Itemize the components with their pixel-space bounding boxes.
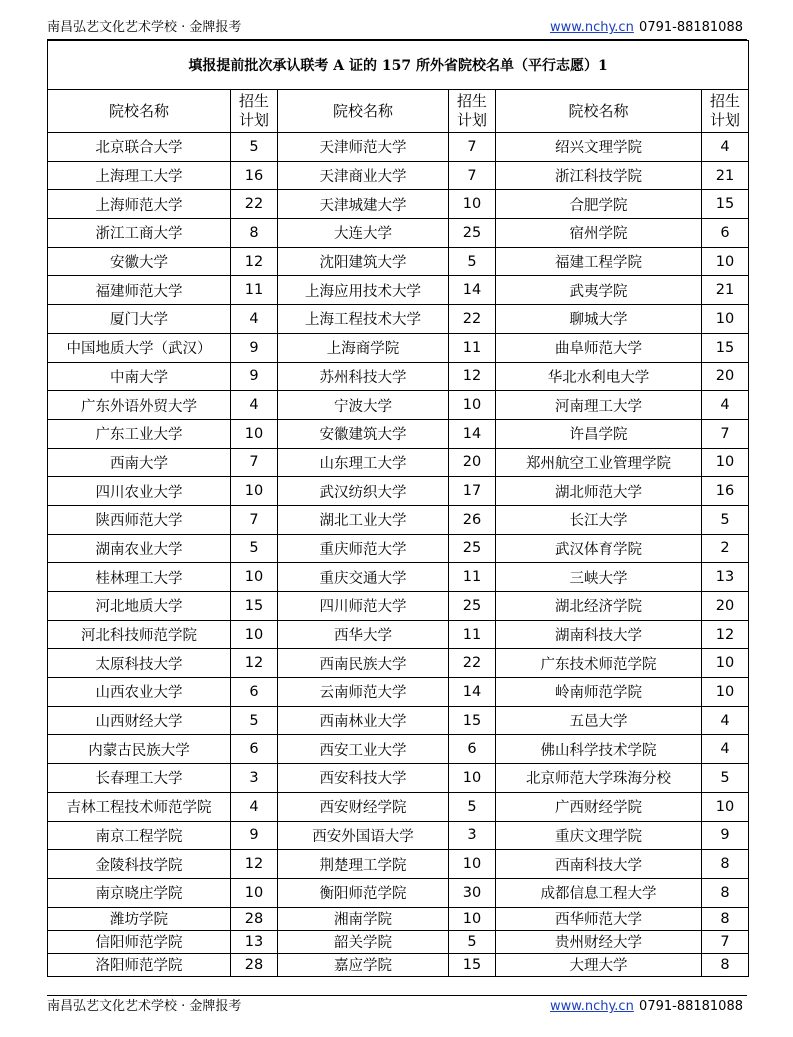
- enrollment-plan-cell: 20: [702, 362, 749, 391]
- school-name-cell: 云南师范大学: [278, 678, 449, 707]
- enrollment-plan-cell: 16: [702, 477, 749, 506]
- enrollment-plan-cell: 7: [702, 930, 749, 953]
- enrollment-plan-cell: 12: [231, 247, 278, 276]
- enrollment-plan-cell: 10: [449, 391, 496, 420]
- school-name-cell: 浙江科技学院: [496, 161, 702, 190]
- enrollment-plan-cell: 7: [231, 505, 278, 534]
- enrollment-plan-cell: 2: [702, 534, 749, 563]
- school-name-cell: 山东理工大学: [278, 448, 449, 477]
- footer-school-name: 南昌弘艺文化艺术学校 · 金牌报考: [47, 999, 242, 1014]
- table-row: [48, 907, 749, 930]
- enrollment-plan-cell: 12: [702, 620, 749, 649]
- table-row: [48, 247, 749, 276]
- col-name-header: 院校名称: [278, 90, 449, 133]
- enrollment-plan-cell: 10: [702, 792, 749, 821]
- school-name-cell: 陕西师范大学: [48, 505, 231, 534]
- school-name-cell: 湖南科技大学: [496, 620, 702, 649]
- table-row: [48, 678, 749, 707]
- enrollment-plan-cell: 15: [449, 953, 496, 976]
- table-row: [48, 620, 749, 649]
- school-name-cell: 上海工程技术大学: [278, 305, 449, 334]
- school-name-cell: 上海应用技术大学: [278, 276, 449, 305]
- enrollment-plan-cell: 21: [702, 276, 749, 305]
- school-name-cell: 岭南师范学院: [496, 678, 702, 707]
- school-name-cell: 天津商业大学: [278, 161, 449, 190]
- enrollment-plan-cell: 20: [449, 448, 496, 477]
- table-row: [48, 505, 749, 534]
- enrollment-plan-cell: 7: [702, 419, 749, 448]
- school-name-cell: 上海商学院: [278, 333, 449, 362]
- table-row: [48, 649, 749, 678]
- school-name-cell: 四川农业大学: [48, 477, 231, 506]
- enrollment-plan-cell: 10: [702, 247, 749, 276]
- table-row: [48, 764, 749, 793]
- footer-rule: [47, 995, 747, 996]
- school-name-cell: 广东外语外贸大学: [48, 391, 231, 420]
- school-name-cell: 长江大学: [496, 505, 702, 534]
- enrollment-plan-cell: 14: [449, 419, 496, 448]
- table-row: [48, 362, 749, 391]
- school-name-cell: 太原科技大学: [48, 649, 231, 678]
- enrollment-plan-cell: 17: [449, 477, 496, 506]
- school-name-cell: 西华师范大学: [496, 907, 702, 930]
- enrollment-plan-cell: 25: [449, 534, 496, 563]
- footer-website-link[interactable]: www.nchy.cn: [550, 999, 634, 1014]
- table-row: [48, 276, 749, 305]
- enrollment-plan-cell: 22: [449, 305, 496, 334]
- enrollment-plan-cell: 5: [231, 706, 278, 735]
- school-name-cell: 安徽大学: [48, 247, 231, 276]
- admission-table: [47, 40, 749, 977]
- enrollment-plan-cell: 22: [449, 649, 496, 678]
- enrollment-plan-cell: 11: [449, 620, 496, 649]
- table-title: 填报提前批次承认联考 A 证的 157 所外省院校名单（平行志愿）1: [48, 41, 749, 90]
- school-name-cell: 西南民族大学: [278, 649, 449, 678]
- enrollment-plan-cell: 8: [702, 907, 749, 930]
- enrollment-plan-cell: 4: [702, 706, 749, 735]
- school-name-cell: 洛阳师范学院: [48, 953, 231, 976]
- enrollment-plan-cell: 8: [702, 850, 749, 879]
- school-name-cell: 广东技术师范学院: [496, 649, 702, 678]
- school-name-cell: 山西财经大学: [48, 706, 231, 735]
- table-row: [48, 706, 749, 735]
- enrollment-plan-cell: 10: [702, 305, 749, 334]
- school-name-cell: 宿州学院: [496, 219, 702, 248]
- school-name-cell: 武汉体育学院: [496, 534, 702, 563]
- enrollment-plan-cell: 4: [231, 391, 278, 420]
- table-row: [48, 878, 749, 907]
- enrollment-plan-cell: 4: [702, 735, 749, 764]
- enrollment-plan-cell: 7: [231, 448, 278, 477]
- school-name-cell: 苏州科技大学: [278, 362, 449, 391]
- enrollment-plan-cell: 6: [231, 735, 278, 764]
- table-row: [48, 419, 749, 448]
- table-row: [48, 190, 749, 219]
- enrollment-plan-cell: 26: [449, 505, 496, 534]
- enrollment-plan-cell: 15: [449, 706, 496, 735]
- school-name-cell: 内蒙古民族大学: [48, 735, 231, 764]
- enrollment-plan-cell: 5: [449, 247, 496, 276]
- enrollment-plan-cell: 4: [702, 133, 749, 162]
- enrollment-plan-cell: 16: [231, 161, 278, 190]
- enrollment-plan-cell: 7: [449, 161, 496, 190]
- enrollment-plan-cell: 28: [231, 907, 278, 930]
- school-name-cell: 中南大学: [48, 362, 231, 391]
- school-name-cell: 大理大学: [496, 953, 702, 976]
- enrollment-plan-cell: 10: [449, 764, 496, 793]
- table-row: [48, 953, 749, 976]
- school-name-cell: 衡阳师范学院: [278, 878, 449, 907]
- school-name-cell: 上海师范大学: [48, 190, 231, 219]
- school-name-cell: 中国地质大学（武汉）: [48, 333, 231, 362]
- school-name-cell: 河南理工大学: [496, 391, 702, 420]
- table-row: [48, 534, 749, 563]
- school-name-cell: 沈阳建筑大学: [278, 247, 449, 276]
- school-name-cell: 北京师范大学珠海分校: [496, 764, 702, 793]
- school-name-cell: 四川师范大学: [278, 592, 449, 621]
- table-row: [48, 305, 749, 334]
- table-row: [48, 448, 749, 477]
- school-name-cell: 佛山科学技术学院: [496, 735, 702, 764]
- school-name-cell: 西安财经学院: [278, 792, 449, 821]
- school-name-cell: 北京联合大学: [48, 133, 231, 162]
- enrollment-plan-cell: 4: [702, 391, 749, 420]
- school-name-cell: 绍兴文理学院: [496, 133, 702, 162]
- enrollment-plan-cell: 20: [702, 592, 749, 621]
- school-name-cell: 桂林理工大学: [48, 563, 231, 592]
- school-name-cell: 西安外国语大学: [278, 821, 449, 850]
- col-name-header: 院校名称: [48, 90, 231, 133]
- enrollment-plan-cell: 12: [231, 649, 278, 678]
- school-name-cell: 西安科技大学: [278, 764, 449, 793]
- enrollment-plan-cell: 3: [231, 764, 278, 793]
- school-name-cell: 福建师范大学: [48, 276, 231, 305]
- school-name-cell: 南京工程学院: [48, 821, 231, 850]
- enrollment-plan-cell: 10: [231, 419, 278, 448]
- enrollment-plan-cell: 10: [702, 678, 749, 707]
- page-header: [47, 18, 747, 38]
- school-name-cell: 浙江工商大学: [48, 219, 231, 248]
- enrollment-plan-cell: 10: [702, 448, 749, 477]
- enrollment-plan-cell: 15: [702, 333, 749, 362]
- footer-phone: 0791-88181088: [639, 999, 743, 1014]
- enrollment-plan-cell: 3: [449, 821, 496, 850]
- enrollment-plan-cell: 10: [449, 190, 496, 219]
- school-name-cell: 合肥学院: [496, 190, 702, 219]
- table-row: [48, 850, 749, 879]
- school-name-cell: 湖北工业大学: [278, 505, 449, 534]
- enrollment-plan-cell: 30: [449, 878, 496, 907]
- school-name-cell: 重庆文理学院: [496, 821, 702, 850]
- enrollment-plan-cell: 28: [231, 953, 278, 976]
- enrollment-plan-cell: 4: [231, 305, 278, 334]
- school-name-cell: 西南科技大学: [496, 850, 702, 879]
- header-phone: 0791-88181088: [639, 20, 743, 35]
- school-name-cell: 西南大学: [48, 448, 231, 477]
- school-name-cell: 曲阜师范大学: [496, 333, 702, 362]
- enrollment-plan-cell: 8: [702, 878, 749, 907]
- school-name-cell: 西安工业大学: [278, 735, 449, 764]
- enrollment-plan-cell: 11: [231, 276, 278, 305]
- school-name-cell: 长春理工大学: [48, 764, 231, 793]
- enrollment-plan-cell: 7: [449, 133, 496, 162]
- enrollment-plan-cell: 14: [449, 276, 496, 305]
- school-name-cell: 天津城建大学: [278, 190, 449, 219]
- table-row: [48, 219, 749, 248]
- school-name-cell: 信阳师范学院: [48, 930, 231, 953]
- enrollment-plan-cell: 6: [231, 678, 278, 707]
- school-name-cell: 河北科技师范学院: [48, 620, 231, 649]
- enrollment-plan-cell: 8: [702, 953, 749, 976]
- col-name-header: 院校名称: [496, 90, 702, 133]
- school-name-cell: 嘉应学院: [278, 953, 449, 976]
- school-name-cell: 荆楚理工学院: [278, 850, 449, 879]
- enrollment-plan-cell: 10: [231, 477, 278, 506]
- enrollment-plan-cell: 25: [449, 219, 496, 248]
- enrollment-plan-cell: 4: [231, 792, 278, 821]
- enrollment-plan-cell: 9: [231, 821, 278, 850]
- enrollment-plan-cell: 6: [702, 219, 749, 248]
- school-name-cell: 吉林工程技术师范学院: [48, 792, 231, 821]
- school-name-cell: 成都信息工程大学: [496, 878, 702, 907]
- enrollment-plan-cell: 6: [449, 735, 496, 764]
- table-row: [48, 821, 749, 850]
- school-name-cell: 宁波大学: [278, 391, 449, 420]
- enrollment-plan-cell: 14: [449, 678, 496, 707]
- table-row: [48, 735, 749, 764]
- school-name-cell: 湖南农业大学: [48, 534, 231, 563]
- table-row: [48, 930, 749, 953]
- enrollment-plan-cell: 5: [231, 133, 278, 162]
- school-name-cell: 武夷学院: [496, 276, 702, 305]
- enrollment-plan-cell: 12: [449, 362, 496, 391]
- enrollment-plan-cell: 8: [231, 219, 278, 248]
- header-website-link[interactable]: www.nchy.cn: [550, 20, 634, 35]
- enrollment-plan-cell: 10: [231, 563, 278, 592]
- enrollment-plan-cell: 5: [702, 505, 749, 534]
- school-name-cell: 天津师范大学: [278, 133, 449, 162]
- enrollment-plan-cell: 9: [231, 362, 278, 391]
- school-name-cell: 厦门大学: [48, 305, 231, 334]
- enrollment-plan-cell: 15: [702, 190, 749, 219]
- enrollment-plan-cell: 11: [449, 563, 496, 592]
- table-row: [48, 391, 749, 420]
- school-name-cell: 山西农业大学: [48, 678, 231, 707]
- header-school-name: 南昌弘艺文化艺术学校 · 金牌报考: [47, 20, 242, 35]
- enrollment-plan-cell: 21: [702, 161, 749, 190]
- school-name-cell: 郑州航空工业管理学院: [496, 448, 702, 477]
- enrollment-plan-cell: 9: [702, 821, 749, 850]
- enrollment-plan-cell: 11: [449, 333, 496, 362]
- enrollment-plan-cell: 10: [449, 850, 496, 879]
- page-footer: [47, 997, 747, 1017]
- table-body: [48, 133, 749, 977]
- school-name-cell: 广西财经学院: [496, 792, 702, 821]
- enrollment-plan-cell: 10: [231, 878, 278, 907]
- table-row: [48, 563, 749, 592]
- school-name-cell: 华北水利电大学: [496, 362, 702, 391]
- school-name-cell: 潍坊学院: [48, 907, 231, 930]
- school-name-cell: 金陵科技学院: [48, 850, 231, 879]
- school-name-cell: 上海理工大学: [48, 161, 231, 190]
- school-name-cell: 湖北经济学院: [496, 592, 702, 621]
- enrollment-plan-cell: 5: [231, 534, 278, 563]
- enrollment-plan-cell: 5: [449, 792, 496, 821]
- col-plan-header: 招生 计划: [702, 90, 749, 133]
- table-row: [48, 133, 749, 162]
- table-row: [48, 592, 749, 621]
- school-name-cell: 西南林业大学: [278, 706, 449, 735]
- school-name-cell: 五邑大学: [496, 706, 702, 735]
- school-name-cell: 大连大学: [278, 219, 449, 248]
- school-name-cell: 南京晓庄学院: [48, 878, 231, 907]
- school-name-cell: 安徽建筑大学: [278, 419, 449, 448]
- school-name-cell: 武汉纺织大学: [278, 477, 449, 506]
- school-name-cell: 许昌学院: [496, 419, 702, 448]
- col-plan-header: 招生 计划: [449, 90, 496, 133]
- enrollment-plan-cell: 25: [449, 592, 496, 621]
- enrollment-plan-cell: 22: [231, 190, 278, 219]
- school-name-cell: 湖北师范大学: [496, 477, 702, 506]
- enrollment-plan-cell: 5: [702, 764, 749, 793]
- enrollment-plan-cell: 9: [231, 333, 278, 362]
- school-name-cell: 福建工程学院: [496, 247, 702, 276]
- school-name-cell: 三峡大学: [496, 563, 702, 592]
- col-plan-header: 招生 计划: [231, 90, 278, 133]
- enrollment-plan-cell: 13: [231, 930, 278, 953]
- enrollment-plan-cell: 12: [231, 850, 278, 879]
- school-name-cell: 广东工业大学: [48, 419, 231, 448]
- enrollment-plan-cell: 15: [231, 592, 278, 621]
- enrollment-plan-cell: 10: [231, 620, 278, 649]
- school-name-cell: 重庆师范大学: [278, 534, 449, 563]
- table-row: [48, 792, 749, 821]
- school-name-cell: 河北地质大学: [48, 592, 231, 621]
- enrollment-plan-cell: 5: [449, 930, 496, 953]
- table-row: [48, 477, 749, 506]
- enrollment-plan-cell: 10: [702, 649, 749, 678]
- enrollment-plan-cell: 10: [449, 907, 496, 930]
- school-name-cell: 重庆交通大学: [278, 563, 449, 592]
- school-name-cell: 聊城大学: [496, 305, 702, 334]
- table-header-row: [48, 90, 749, 133]
- school-name-cell: 贵州财经大学: [496, 930, 702, 953]
- enrollment-plan-cell: 13: [702, 563, 749, 592]
- school-name-cell: 湘南学院: [278, 907, 449, 930]
- table-row: [48, 333, 749, 362]
- table-row: [48, 161, 749, 190]
- school-name-cell: 西华大学: [278, 620, 449, 649]
- school-name-cell: 韶关学院: [278, 930, 449, 953]
